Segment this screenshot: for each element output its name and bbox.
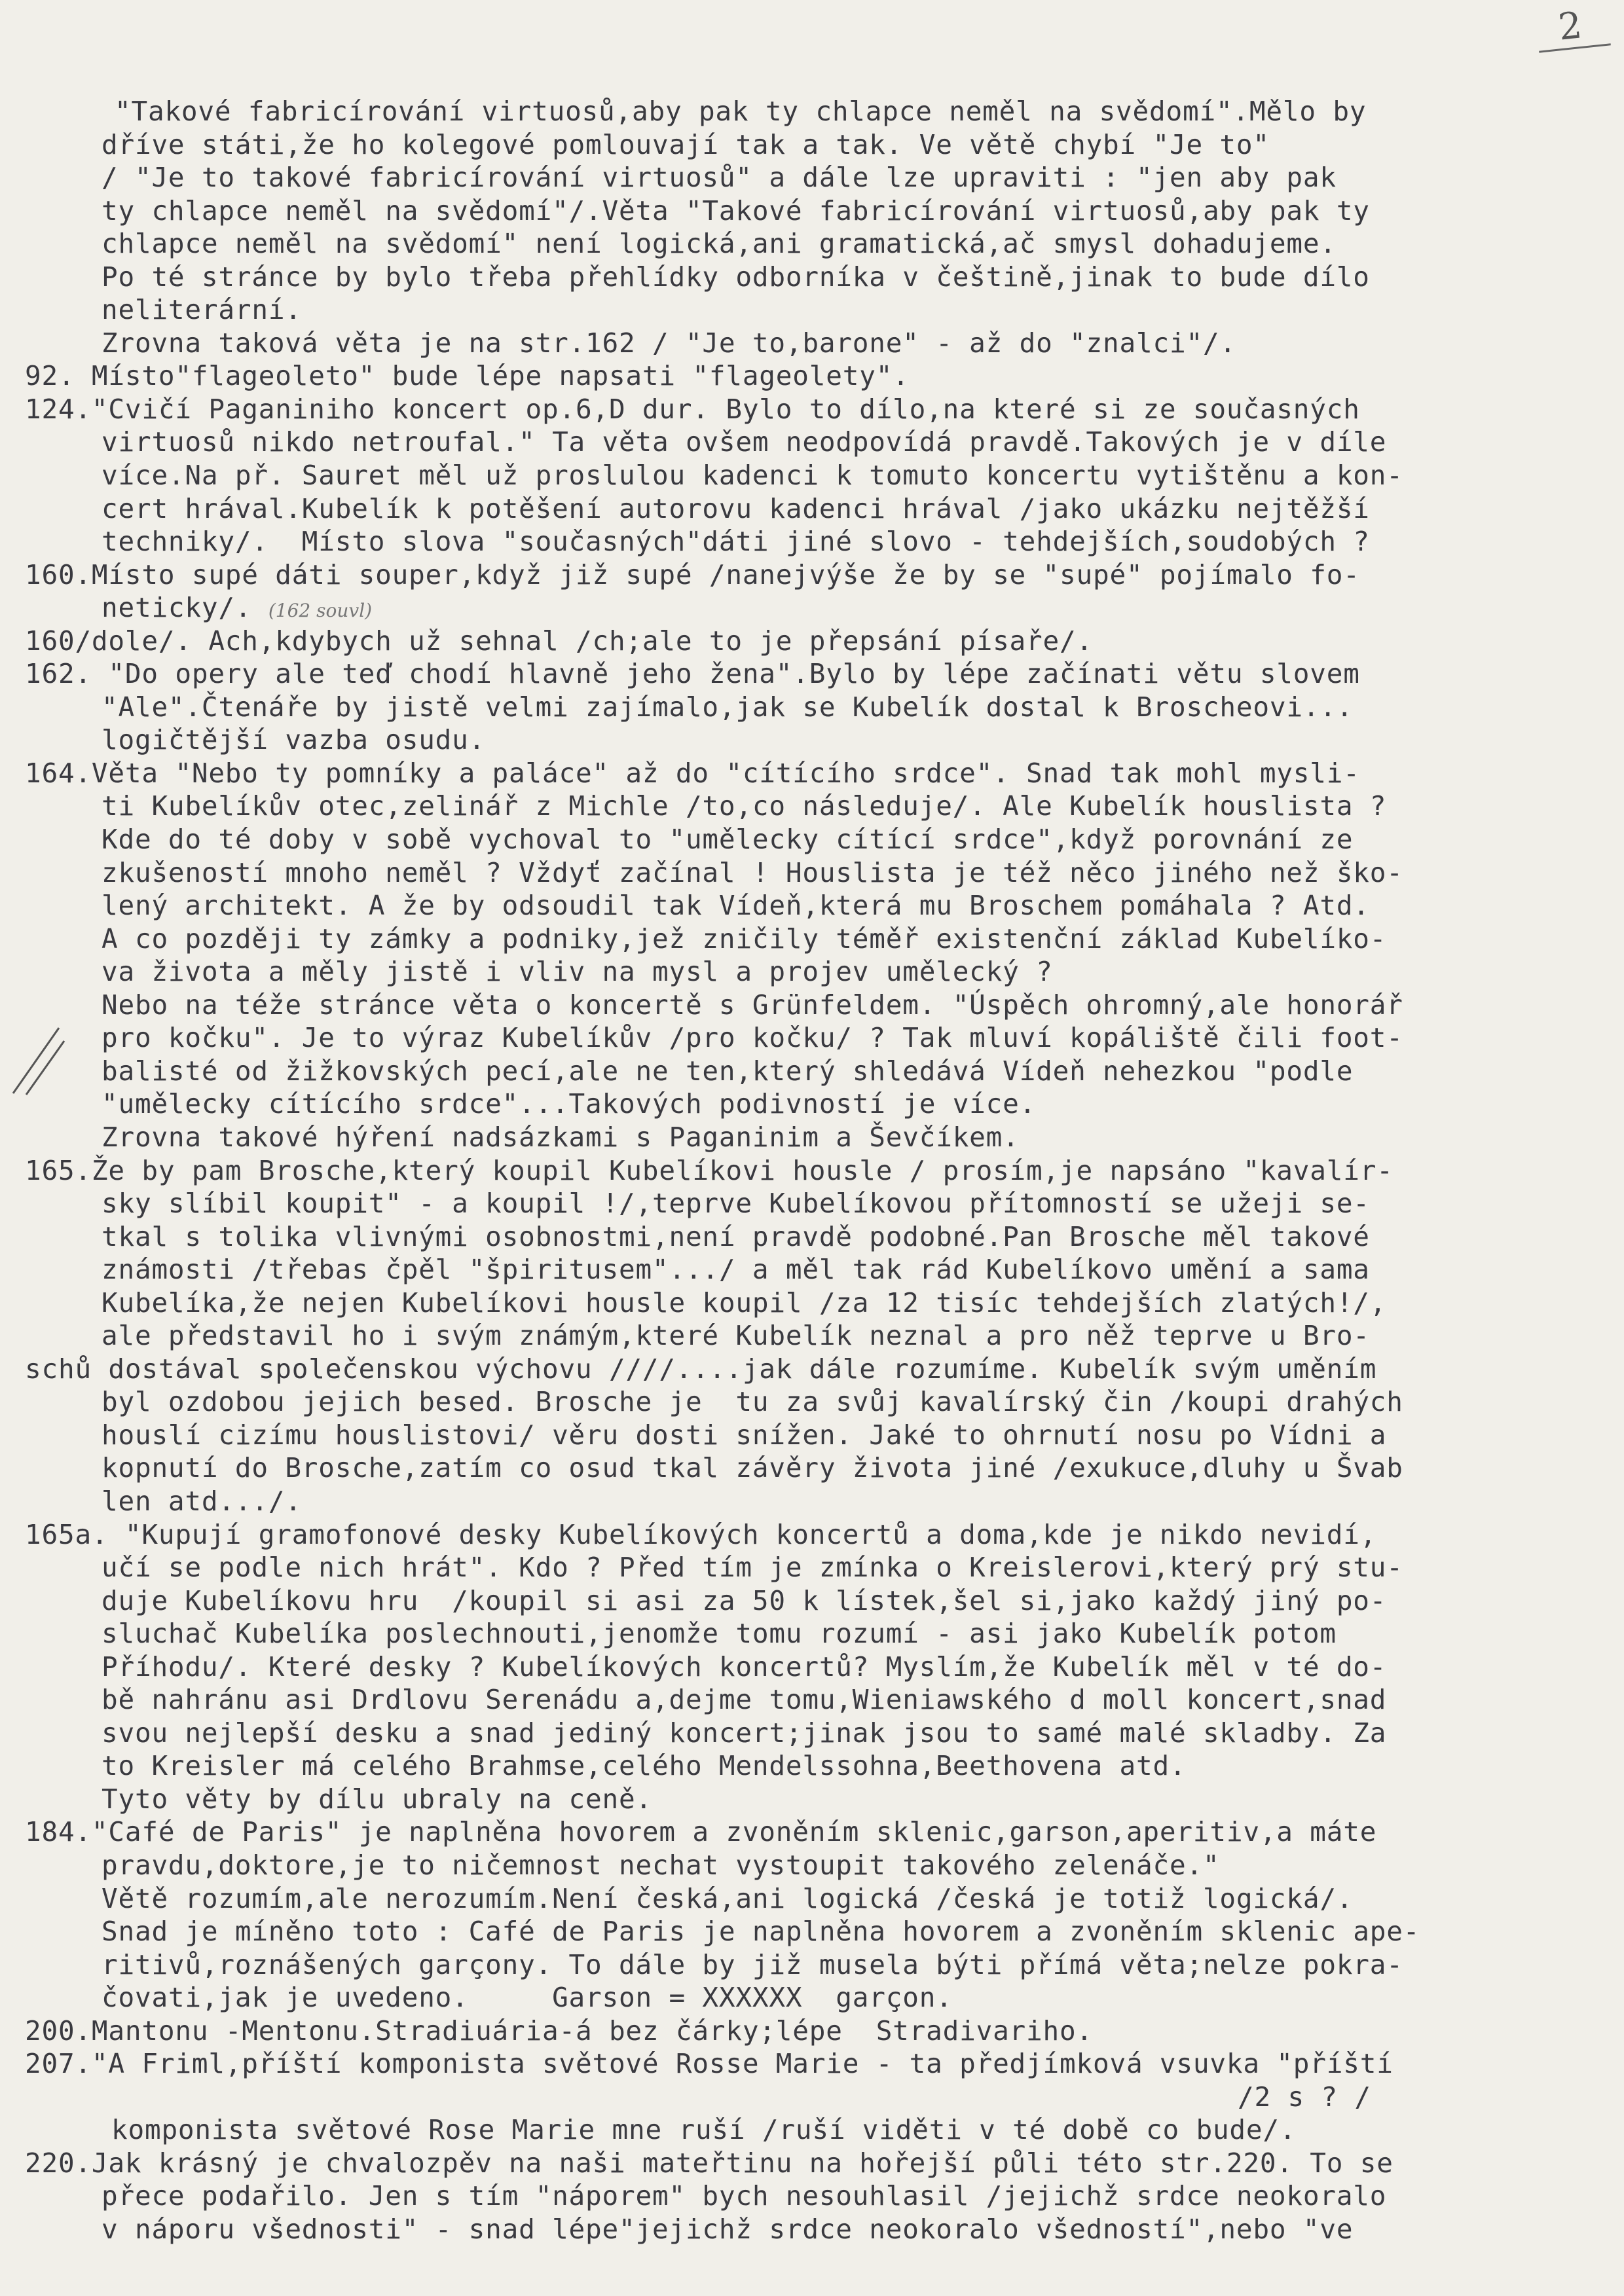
- text-line: ritivů,roznášených garçony. To dále by již musela býti přímá věta;nelze pokra-: [101, 1948, 1403, 1980]
- text-line: známosti /třebas čpěl "špiritusem".../ a měl tak rád Kubelíkovo umění a sama: [101, 1254, 1370, 1286]
- text-line: 160/dole/. Ach,kdybych už sehnal /ch;ale to je přepsání písaře/.: [25, 625, 1093, 657]
- text-line: dříve státi,že ho kolegové pomlouvají tak a tak. Ve větě chybí "Je to": [101, 128, 1270, 160]
- text-line: "Takové fabricírování virtuosů,aby pak ty chlapce neměl na svědomí".Mělo by: [115, 96, 1367, 127]
- text-line: bě nahránu asi Drdlovu Serenádu a,dejme tomu,Wieniawského d moll koncert,snad: [101, 1684, 1387, 1716]
- text-line: "Ale".Čtenáře by jistě velmi zajímalo,jak se Kubelík dostal k Broscheovi...: [101, 691, 1354, 723]
- text-line: komponista světové Rose Marie mne ruší /ruší viděti v té době co bude/.: [111, 2114, 1297, 2146]
- text-line: Po té stránce by bylo třeba přehlídky odborníka v češtině,jinak to bude dílo: [101, 261, 1370, 293]
- text-line: svou nejlepší desku a snad jediný koncert;jinak jsou to samé malé skladby. Za: [101, 1717, 1387, 1749]
- text-line: sky slíbil koupit" - a koupil !/,teprve Kubelíkovou přítomností se užeji se-: [101, 1188, 1370, 1220]
- text-line: virtuosů nikdo netroufal." Ta věta ovšem neodpovídá pravdě.Takových je v díle: [101, 426, 1387, 458]
- text-line: učí se podle nich hrát". Kdo ? Před tím je zmínka o Kreislerovi,který prý stu-: [101, 1552, 1403, 1584]
- text-line: schů dostával společenskou výchovu ////....jak dále rozumíme. Kubelík svým uměním: [25, 1353, 1377, 1385]
- text-line: A co později ty zámky a podniky,jež zničily téměř existenční základ Kubelíko-: [101, 922, 1387, 955]
- text-line: [0, 591, 1624, 625]
- text-line: chlapce neměl na svědomí" není logická,ani gramatická,ač smysl dohadujeme.: [101, 228, 1337, 260]
- text-line: neliterární.: [101, 294, 302, 326]
- text-line: 160.Místo supé dáti souper,když již supé /nanejvýše že by se "supé" pojímalo fo-: [25, 558, 1360, 591]
- text-line: 220.Jak krásný je chvalozpěv na naši mateřtinu na hořejší půli této str.220. To se: [25, 2147, 1393, 2179]
- text-line: Kubelíka,že nejen Kubelíkovi housle koupil /za 12 tisíc tehdejších zlatých!/,: [101, 1286, 1387, 1319]
- text-line: 164.Věta "Nebo ty pomníky a paláce" až do "cítícího srdce". Snad tak mohl mysli-: [25, 757, 1360, 789]
- text-line: len atd.../.: [101, 1485, 302, 1517]
- text-line: balisté od žižkovských pecí,ale ne ten,který shledává Vídeň nehezkou "podle: [101, 1055, 1354, 1087]
- document-body: [0, 95, 1624, 2246]
- text-line: 165.Že by pam Brosche,který koupil Kubelíkovi housle / prosím,je napsáno "kavalír-: [25, 1154, 1393, 1186]
- text-line: pravdu,doktore,je to ničemnost nechat vystoupit takového zelenáče.": [101, 1849, 1220, 1881]
- text-line: 165a. "Kupují gramofonové desky Kubelíkových koncertů a doma,kde je nikdo nevidí,: [25, 1518, 1377, 1550]
- text-line: logičtější vazba osudu.: [101, 724, 486, 756]
- text-span: neticky/.: [101, 592, 252, 624]
- text-line: houslí cizímu houslistovi/ věru dosti snížen. Jaké to ohrnutí nosu po Vídni a: [101, 1419, 1387, 1451]
- text-line: 184."Café de Paris" je naplněna hovorem a zvoněním sklenic,garson,aperitiv,a máte: [25, 1816, 1377, 1848]
- text-line: ale představil ho i svým známým,které Kubelík neznal a pro něž teprve u Bro-: [101, 1320, 1370, 1352]
- text-line: byl ozdobou jejich besed. Brosche je tu za svůj kavalírský čin /koupi drahých: [101, 1386, 1403, 1418]
- text-line: Nebo na téže stránce věta o koncertě s Grünfeldem. "Úspěch ohromný,ale honorář: [101, 989, 1403, 1021]
- text-line: to Kreisler má celého Brahmse,celého Mendelssohna,Beethovena atd.: [101, 1750, 1187, 1782]
- text-line: 207."A Friml,příští komponista světové Rosse Marie - ta předjímková vsuvka "příští: [25, 2048, 1393, 2080]
- text-line: Tyto věty by dílu ubraly na ceně.: [101, 1783, 652, 1815]
- text-line: Příhodu/. Které desky ? Kubelíkových koncertů? Myslím,že Kubelík měl v té do-: [101, 1650, 1387, 1683]
- text-line: přece podařilo. Jen s tím "náporem" bych nesouhlasil /jejichž srdce neokoralo: [101, 2180, 1387, 2212]
- text-line: pro kočku". Je to výraz Kubelíkův /pro kočku/ ? Tak mluví kopáliště čili foot-: [101, 1022, 1403, 1054]
- text-line: Kde do té doby v sobě vychoval to "umělecky cítící srdce",když porovnání ze: [101, 824, 1354, 856]
- text-line: Zrovna takové hýření nadsázkami s Paganinim a Ševčíkem.: [101, 1121, 1020, 1153]
- text-line: Snad je míněno toto : Café de Paris je naplněna hovorem a zvoněním sklenic ape-: [101, 1916, 1420, 1948]
- text-line: 200.Mantonu -Mentonu.Stradiuária-á bez čárky;lépe Stradivariho.: [25, 2014, 1093, 2047]
- text-line: 124."Cvičí Paganiniho koncert op.6,D dur. Bylo to dílo,na které si ze současných: [25, 393, 1360, 425]
- text-line: cert hrával.Kubelík k potěšení autorovu kadenci hrával /jako ukázku nejtěžší: [101, 492, 1370, 524]
- text-line: zkušeností mnoho neměl ? Vždyť začínal ! Houslista je též něco jiného než ško-: [101, 856, 1403, 888]
- text-line: ti Kubelíkův otec,zelinář z Michle /to,co následuje/. Ale Kubelík houslista ?: [101, 790, 1387, 822]
- text-line: sluchač Kubelíka poslechnouti,jenomže tomu rozumí - asi jako Kubelík potom: [101, 1618, 1337, 1650]
- text-line: lený architekt. A že by odsoudil tak Vídeň,která mu Broschem pomáhala ? Atd.: [101, 890, 1370, 922]
- text-line: / "Je to takové fabricírování virtuosů" a dále lze upraviti : "jen aby pak: [101, 162, 1337, 194]
- text-line: kopnutí do Brosche,zatím co osud tkal závěry života jiné /exukuce,dluhy u Švab: [101, 1452, 1403, 1484]
- text-line: Zrovna taková věta je na str.162 / "Je to,barone" - až do "znalci"/.: [101, 327, 1236, 359]
- page-number: 2: [1556, 4, 1584, 49]
- text-line: více.Na př. Sauret měl už proslulou kadenci k tomuto koncertu vytištěnu a kon-: [101, 460, 1403, 492]
- text-line: 162. "Do opery ale teď chodí hlavně jeho žena".Bylo by lépe začínati větu slovem: [25, 658, 1360, 690]
- text-line: va života a měly jistě i vliv na mysl a projev umělecký ?: [101, 956, 1053, 988]
- text-line: čovati,jak je uvedeno. Garson = XXXXXX garçon.: [101, 1982, 953, 2014]
- text-line: tkal s tolika vlivnými osobnostmi,není pravdě podobné.Pan Brosche měl takové: [101, 1220, 1370, 1252]
- text-line: ty chlapce neměl na svědomí"/.Věta "Takové fabricírování virtuosů,aby pak ty: [101, 194, 1370, 227]
- text-line: duje Kubelíkovu hru /koupil si asi za 50 k lístek,šel si,jako každý jiný po-: [101, 1584, 1387, 1616]
- text-line: techniky/. Místo slova "současných"dáti jiné slovo - tehdejších,soudobých ?: [101, 526, 1370, 558]
- text-line: 92. Místo"flageoleto" bude lépe napsati "flageolety".: [25, 360, 910, 392]
- text-line: /2 s ? /: [1238, 2081, 1371, 2113]
- text-line: v náporu všednosti" - snad lépe"jejichž srdce neokoralo všedností",nebo "ve: [101, 2214, 1354, 2245]
- text-line: Větě rozumím,ale nerozumím.Není česká,ani logická /česká je totiž logická/.: [101, 1882, 1354, 1914]
- text-line: "umělecky cítícího srdce"...Takových podivností je více.: [101, 1088, 1037, 1120]
- handwritten-margin-note: (162 souvl): [268, 600, 373, 622]
